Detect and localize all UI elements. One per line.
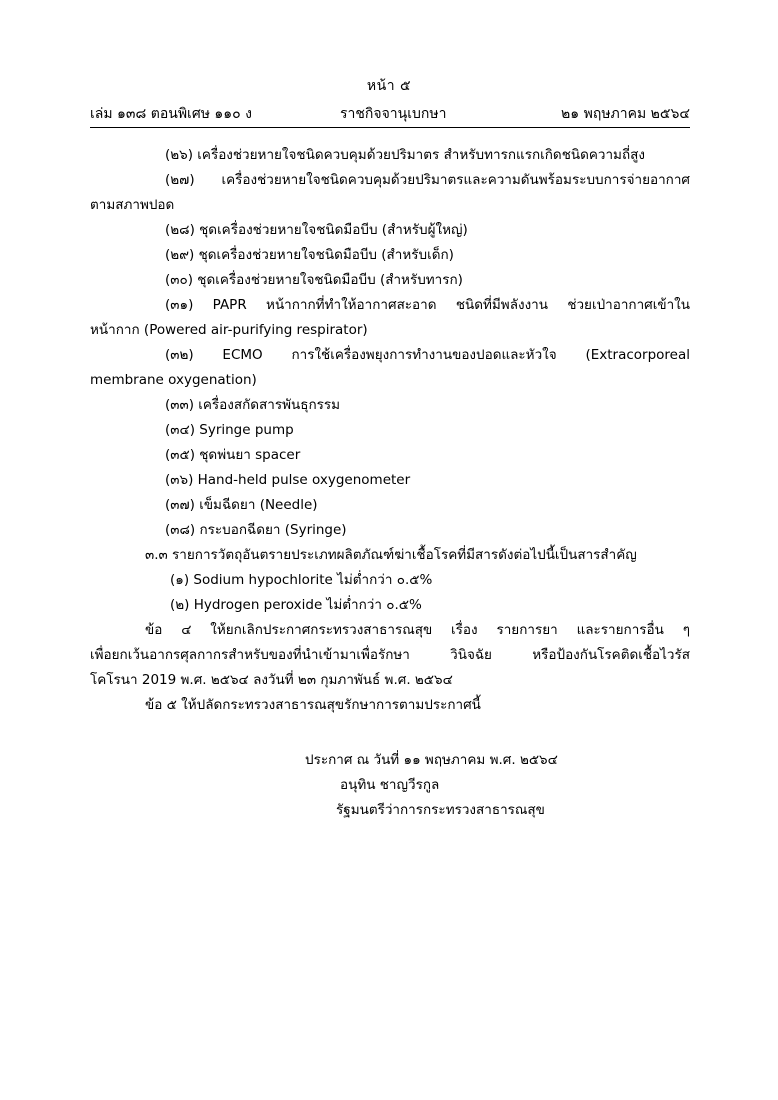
volume-issue: เล่ม ๑๓๘ ตอนพิเศษ ๑๑๐ ง — [90, 106, 253, 122]
list-item: (๒๘) ชุดเครื่องช่วยหายใจชนิดมือบีบ (สำหรับผู้ใหญ่) — [165, 222, 468, 238]
list-item: (๓๒) ECMO การใช้เครื่องพยุงการทำงานของปอดและหัวใจ (Extracorporeal — [165, 347, 690, 363]
list-item: (๓๓) เครื่องสกัดสารพันธุกรรม — [165, 397, 341, 413]
list-item: (๓๖) Hand-held pulse oxygenometer — [165, 472, 411, 488]
list-item: (๓๘) กระบอกฉีดยา (Syringe) — [165, 522, 347, 538]
list-item: (๓๕) ชุดพ่นยา spacer — [165, 447, 301, 463]
announcement-date: ประกาศ ณ วันที่ ๑๑ พฤษภาคม พ.ศ. ๒๕๖๔ — [305, 752, 558, 768]
substance-item: (๑) Sodium hypochlorite ไม่ต่ำกว่า ๐.๕% — [170, 572, 433, 588]
list-item: (๓๑) PAPR หน้ากากที่ทำให้อากาศสะอาด ชนิดที่มีพลังงาน ช่วยเป่าอากาศเข้าใน — [165, 297, 690, 313]
gazette-title: ราชกิจจานุเบกษา — [340, 106, 447, 122]
section-heading: ๓.๓ รายการวัตถุอันตรายประเภทผลิตภัณฑ์ฆ่าเชื้อโรคที่มีสารดังต่อไปนี้เป็นสารสำคัญ — [145, 547, 637, 563]
header-divider — [90, 127, 690, 128]
substance-item: (๒) Hydrogen peroxide ไม่ต่ำกว่า ๐.๕% — [170, 597, 422, 613]
clause-4: โคโรนา 2019 พ.ศ. ๒๕๖๔ ลงวันที่ ๒๓ กุมภาพันธ์ พ.ศ. ๒๕๖๔ — [90, 672, 453, 688]
page-number: หน้า ๕ — [366, 78, 412, 94]
clause-4: ข้อ ๔ ให้ยกเลิกประกาศกระทรวงสาธารณสุข เรื่อง รายการยา และรายการอื่น ๆ — [145, 622, 690, 638]
list-item-continuation: membrane oxygenation) — [90, 372, 257, 388]
gazette-date: ๒๑ พฤษภาคม ๒๕๖๔ — [561, 106, 690, 122]
list-item: (๓๔) Syringe pump — [165, 422, 294, 438]
list-item: (๒๖) เครื่องช่วยหายใจชนิดควบคุมด้วยปริมาตร สำหรับทารกแรกเกิดชนิดความถี่สูง — [165, 147, 645, 163]
list-item-continuation: ตามสภาพปอด — [90, 197, 175, 213]
signatory-name: อนุทิน ชาญวีรกูล — [340, 777, 440, 793]
list-item: (๒๙) ชุดเครื่องช่วยหายใจชนิดมือบีบ (สำหรับเด็ก) — [165, 247, 454, 263]
list-item-continuation: หน้ากาก (Powered air-purifying respirator) — [90, 322, 368, 338]
clause-4: เพื่อยกเว้นอากรศุลกากรสำหรับของที่นำเข้ามาเพื่อรักษา วินิจฉัย หรือป้องกันโรคติดเชื้อไวรัส — [90, 647, 690, 663]
list-item: (๓๐) ชุดเครื่องช่วยหายใจชนิดมือบีบ (สำหรับทารก) — [165, 272, 463, 288]
signatory-title: รัฐมนตรีว่าการกระทรวงสาธารณสุข — [336, 802, 545, 818]
list-item: (๓๗) เข็มฉีดยา (Needle) — [165, 497, 318, 513]
list-item: (๒๗) เครื่องช่วยหายใจชนิดควบคุมด้วยปริมาตรและความดันพร้อมระบบการจ่ายอากาศ — [165, 172, 690, 188]
gazette-header — [90, 103, 690, 127]
clause-5: ข้อ ๕ ให้ปลัดกระทรวงสาธารณสุขรักษาการตามประกาศนี้ — [145, 697, 481, 713]
